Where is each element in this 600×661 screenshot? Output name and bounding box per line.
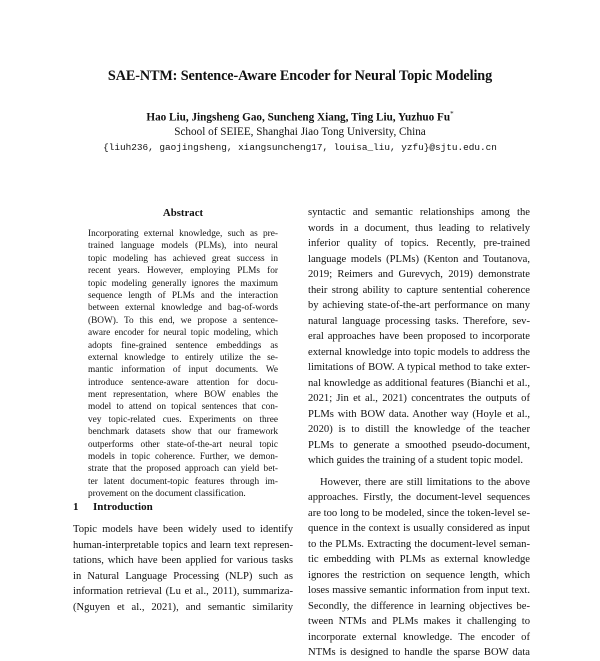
text-line: topic modeling has achieved great success in [88, 253, 278, 264]
author-names: Hao Liu, Jingsheng Gao, Suncheng Xiang, Ting Liu, Yuzhuo Fu [146, 111, 451, 124]
text-line: are too long to be modeled, since the token-level se- [308, 507, 530, 519]
text-line: (BOW). To this end, we propose a sentence- [88, 315, 278, 326]
text-line: 2021; Jin et al., 2021) concentrates the outputs of [308, 393, 530, 404]
text-line: (Nguyen et al., 2021), and semantic similarity [73, 601, 293, 613]
text-line: inferior quality of topics. Recently, pre-trained [308, 238, 530, 249]
text-line: tic embedding with PLMs as external knowledge [308, 554, 530, 565]
text-line: sequence length of PLMs and the interaction [88, 290, 278, 301]
text-line: 2019; Reimers and Gurevych, 2019) demonstrate [308, 269, 530, 280]
text-line: PLMs to generate a smoothed pseudo-document, [308, 439, 530, 451]
text-line: provement on the document classification. [88, 489, 246, 500]
text-line: language models (PLMs) (Kenton and Toutanova, [308, 253, 530, 265]
abstract-heading: Abstract [162, 207, 204, 219]
text-line: Topic models have been widely used to identify [73, 524, 293, 535]
introduction-body [73, 522, 293, 615]
text-line: limitations of BOW. A typical method to take exter- [308, 362, 530, 373]
text-line: syntactic and semantic relationships among the [308, 207, 530, 218]
text-line: Secondly, the difference in learning objectives be- [308, 600, 530, 612]
affiliation: School of SEIEE, Shanghai Jiao Tong University, China [174, 126, 426, 138]
text-line: between external knowledge and bag-of-words [88, 303, 278, 314]
text-line: Incorporating external knowledge, such as pre- [88, 229, 278, 239]
text-line: vey topic-related cues. Experiments on three [88, 414, 278, 425]
text-line: trained language models (PLMs), into neural [88, 241, 278, 252]
text-line: topic modeling generally ignores the maximum [88, 278, 278, 289]
text-line: aware encoder for neural topic modeling, which [88, 328, 278, 339]
text-line: recent years. However, employing PLMs for [88, 266, 278, 277]
text-line: human-interpretable topics and learn text represen- [73, 539, 293, 551]
text-line: external knowledge into topic models to address the [308, 346, 530, 358]
text-line: external knowledge to entirely utilize the se- [88, 352, 278, 363]
paper-title: SAE-NTM: Sentence-Aware Encoder for Neural Topic Modeling [107, 68, 493, 84]
text-line: benchmark datasets show that our framework [88, 427, 278, 438]
text-line: which guides the training of a student topic model. [308, 455, 524, 466]
text-line: outperforms other state-of-the-art neural topic [88, 439, 278, 450]
text-line: in Natural Language Processing (NLP) such as [73, 570, 293, 582]
introduction-heading [73, 501, 153, 513]
text-line: NTMs is designed to handle the sparse BOW data [308, 647, 530, 658]
text-line: tween NTMs and PLMs makes it challenging to [308, 616, 530, 627]
text-line: to the PLMs. Extracting the document-level seman- [308, 538, 530, 550]
right-column-body [308, 205, 530, 661]
author-list [0, 110, 600, 124]
text-line: However, there are still limitations to the above [320, 476, 530, 488]
text-line: mantic information of input documents. We [88, 365, 278, 376]
text-line: 2020) is to distill the knowledge of the teacher [308, 424, 530, 435]
text-line: ter latent document-topic features through im- [88, 476, 278, 487]
text-line: strate that the proposed approach can yield bet- [88, 464, 278, 475]
text-line: models in topic coherence. Further, we demon- [88, 452, 278, 463]
text-line: tations, which have been applied for various tasks [73, 555, 293, 566]
text-line: natural language processing tasks. Therefore, sev- [308, 315, 530, 327]
text-line: words in a document, thus leading to relatively [308, 222, 530, 234]
text-line: ignores the restriction on sequence length, which [308, 569, 530, 581]
section-number: 1 [73, 501, 79, 513]
text-line: information retrieval (Lu et al., 2011), summariza- [73, 586, 293, 597]
email-addresses: {liuh236, gaojingsheng, xiangsuncheng17, louisa_liu, yzfu}@sjtu.edu.cn [103, 142, 497, 153]
abstract-body [88, 228, 278, 501]
text-line: nal knowledge as additional features (Bianchi et al., [308, 377, 530, 389]
text-line: eral approaches have been proposed to incorporate [308, 331, 530, 342]
text-line: ment representation, where BOW enables the [88, 390, 278, 401]
text-line: by achieving state-of-the-art performance on many [308, 300, 530, 311]
section-title: Introduction [93, 501, 153, 513]
corresponding-author-mark: * [450, 110, 454, 118]
text-line: PLMs with BOW data. Another way (Hoyle et al., [308, 408, 530, 420]
text-line: adopts fine-grained sentence embeddings as [88, 340, 278, 351]
text-line: loses massive semantic information from input text. [308, 585, 530, 596]
text-line: incorporate external knowledge. The encoder of [308, 631, 530, 643]
text-line: introduce sentence-aware attention for docu- [88, 377, 278, 388]
text-line: approaches. Firstly, the document-level sequences [308, 492, 530, 503]
text-line: model to attend on topical sentences that con- [88, 402, 278, 413]
text-line: their strong ability to capture sentential coherence [308, 284, 530, 296]
text-line: quence in the context is usually considered as input [308, 523, 530, 534]
